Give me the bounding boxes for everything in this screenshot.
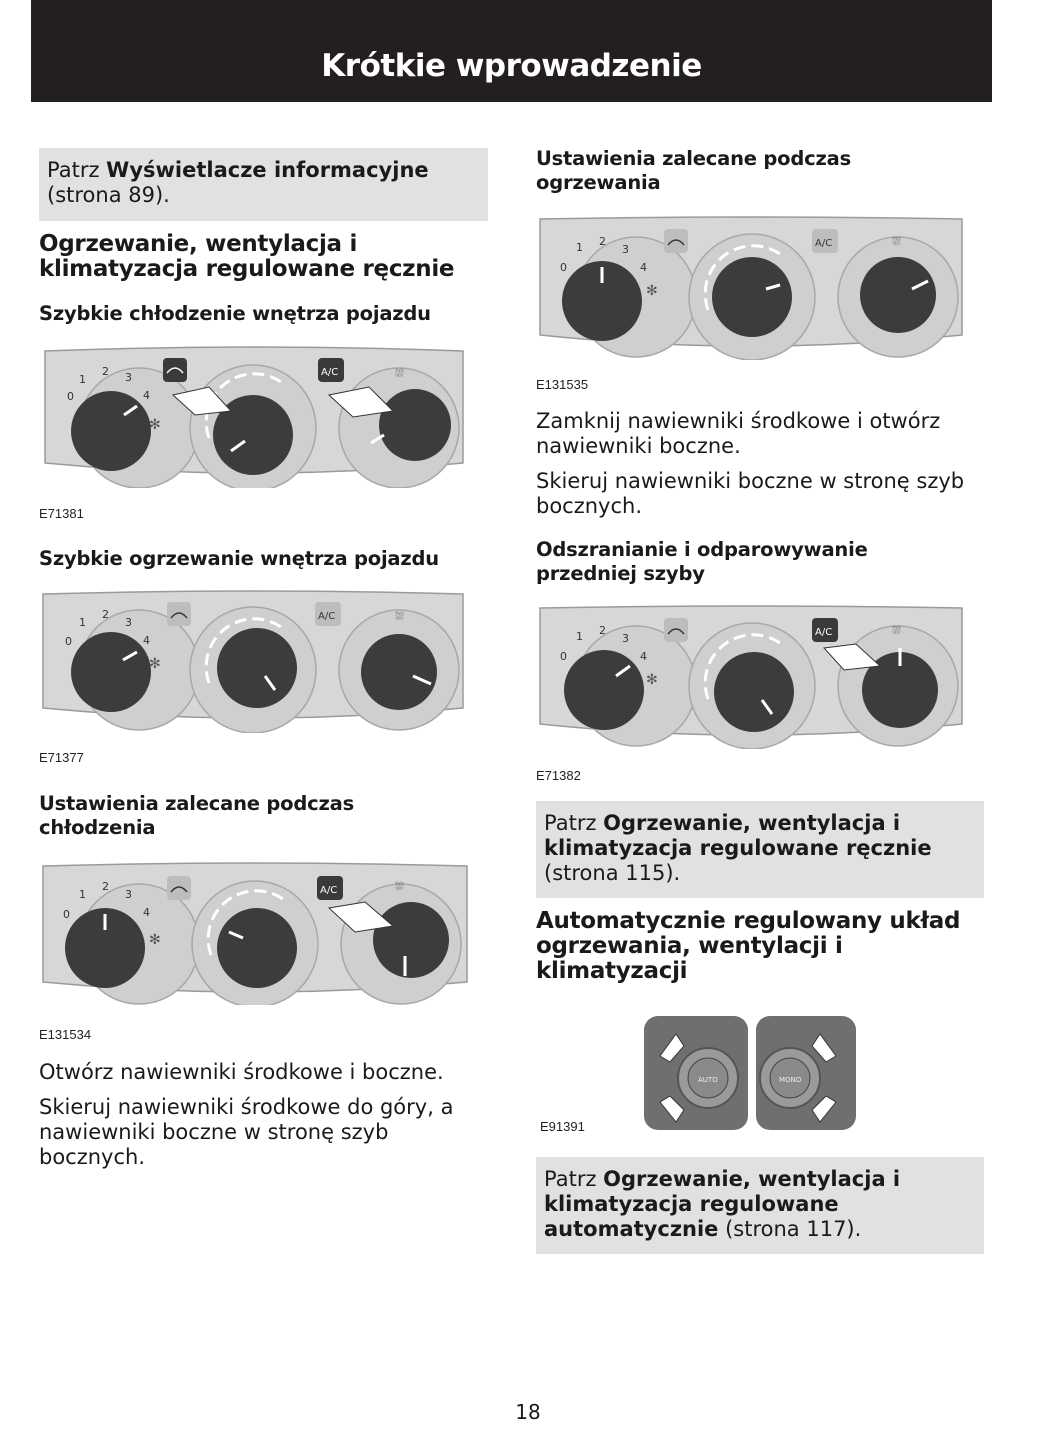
figure-fast-heating xyxy=(39,588,467,737)
note-suffix: (strona 89). xyxy=(47,183,170,207)
fan-speed-4: 4 xyxy=(143,634,150,647)
fan-icon: ✻ xyxy=(646,672,658,688)
subheading-cooling-settings: Ustawienia zalecane podczas chłodzenia xyxy=(39,792,354,839)
fan-speed-1: 1 xyxy=(79,616,86,629)
fan-icon: ✻ xyxy=(646,283,658,299)
note-display-reference xyxy=(39,148,488,221)
fan-speed-3: 3 xyxy=(622,243,629,256)
note-automatic-reference xyxy=(536,1157,984,1254)
figure-heating-settings xyxy=(536,215,966,364)
fan-speed-0: 0 xyxy=(560,650,567,663)
fan-icon: ✻ xyxy=(149,932,161,948)
recirculation-button[interactable] xyxy=(664,229,688,253)
figure-code-3: E131534 xyxy=(39,1027,92,1042)
air-distribution-knob[interactable] xyxy=(860,257,936,333)
ac-label: A/C xyxy=(318,611,336,622)
fan-speed-4: 4 xyxy=(143,389,150,402)
fan-speed-4: 4 xyxy=(143,906,150,919)
recirculation-button[interactable] xyxy=(163,358,187,382)
paragraph-direct-vents: Skieruj nawiewniki środkowe do góry, a nawiewniki boczne w stronę szyb bocznych. xyxy=(39,1095,454,1169)
climate-panel-figure xyxy=(39,860,469,1005)
ac-label: A/C xyxy=(815,627,833,638)
defrost-icon: ⛆ xyxy=(395,880,404,893)
recirculation-button[interactable] xyxy=(664,618,688,642)
temperature-knob[interactable] xyxy=(712,257,792,337)
fan-speed-knob[interactable] xyxy=(71,391,151,471)
fan-speed-knob[interactable] xyxy=(71,632,151,712)
mono-label: MONO xyxy=(779,1076,802,1084)
fan-speed-2: 2 xyxy=(102,880,109,893)
air-distribution-knob[interactable] xyxy=(373,902,449,978)
climate-panel-figure xyxy=(536,604,966,749)
fan-speed-1: 1 xyxy=(576,241,583,254)
fan-speed-1: 1 xyxy=(79,888,86,901)
figure-cooling-settings xyxy=(39,860,469,1009)
figure-code-2: E71377 xyxy=(39,750,84,765)
section-title-manual: Ogrzewanie, wentylacja i klimatyzacja regulowane ręcznie xyxy=(39,231,455,282)
note-link-bold[interactable]: Wyświetlacze informacyjne xyxy=(106,158,429,182)
note-suffix: (strona 117). xyxy=(718,1217,862,1241)
figure-code-1: E71381 xyxy=(39,506,84,521)
fan-speed-3: 3 xyxy=(125,616,132,629)
defrost-icon: ⛆ xyxy=(892,235,901,248)
note-manual-reference xyxy=(536,801,984,898)
fan-speed-2: 2 xyxy=(599,624,606,637)
paragraph-close-center-vents: Zamknij nawiewniki środkowe i otwórz nawiewniki boczne. xyxy=(536,409,941,458)
fan-speed-4: 4 xyxy=(640,650,647,663)
figure-automatic-controls xyxy=(640,1012,858,1138)
note-link-bold[interactable]: Ogrzewanie, wentylacja i klimatyzacja regulowane ręcznie xyxy=(544,811,932,860)
fan-speed-knob[interactable] xyxy=(564,650,644,730)
defrost-icon: ⛆ xyxy=(395,610,404,623)
page-header xyxy=(31,0,992,102)
subheading-fast-cooling: Szybkie chłodzenie wnętrza pojazdu xyxy=(39,302,431,325)
left-column xyxy=(39,148,488,221)
section-title-automatic: Automatycznie regulowany układ ogrzewania, wentylacji i klimatyzacji xyxy=(536,908,961,984)
fan-icon: ✻ xyxy=(149,417,161,433)
fan-speed-0: 0 xyxy=(63,908,70,921)
note-prefix: Patrz xyxy=(544,1167,604,1191)
note-prefix: Patrz xyxy=(47,158,107,182)
figure-fast-cooling xyxy=(39,343,467,492)
subheading-heating-settings: Ustawienia zalecane podczas ogrzewania xyxy=(536,147,851,194)
auto-panel-figure xyxy=(640,1012,858,1134)
fan-speed-3: 3 xyxy=(622,632,629,645)
temperature-knob[interactable] xyxy=(217,628,297,708)
fan-speed-2: 2 xyxy=(102,608,109,621)
recirculation-button[interactable] xyxy=(167,876,191,900)
page-title: Krótkie wprowadzenie xyxy=(321,48,702,84)
fan-speed-0: 0 xyxy=(65,635,72,648)
figure-defrost xyxy=(536,604,966,753)
fan-speed-2: 2 xyxy=(102,365,109,378)
recirculation-button[interactable] xyxy=(167,602,191,626)
fan-speed-3: 3 xyxy=(125,371,132,384)
paragraph-open-vents: Otwórz nawiewniki środkowe i boczne. xyxy=(39,1060,444,1084)
climate-panel-figure xyxy=(39,343,467,488)
figure-code-r3: E91391 xyxy=(540,1119,585,1134)
fan-icon: ✻ xyxy=(149,656,161,672)
note-prefix: Patrz xyxy=(544,811,604,835)
subheading-defrost: Odszranianie i odparowywanie przedniej szyby xyxy=(536,538,868,585)
fan-speed-2: 2 xyxy=(599,235,606,248)
ac-label: A/C xyxy=(321,367,339,378)
climate-panel-figure xyxy=(536,215,966,360)
paragraph-direct-side-vents: Skieruj nawiewniki boczne w stronę szyb bocznych. xyxy=(536,469,965,518)
air-distribution-knob[interactable] xyxy=(379,389,451,461)
air-distribution-knob[interactable] xyxy=(361,634,437,710)
auto-label: AUTO xyxy=(698,1076,718,1084)
fan-speed-1: 1 xyxy=(576,630,583,643)
fan-speed-0: 0 xyxy=(560,261,567,274)
temperature-knob[interactable] xyxy=(714,652,794,732)
fan-speed-4: 4 xyxy=(640,261,647,274)
ac-label: A/C xyxy=(320,885,338,896)
figure-code-r2: E71382 xyxy=(536,768,581,783)
note-suffix: (strona 115). xyxy=(544,861,681,885)
note-link-bold[interactable]: Ogrzewanie, wentylacja i klimatyzacja regulowane automatycznie xyxy=(544,1167,901,1241)
defrost-icon: ⛆ xyxy=(395,367,404,380)
subheading-fast-heating: Szybkie ogrzewanie wnętrza pojazdu xyxy=(39,547,439,570)
defrost-icon: ⛆ xyxy=(892,624,901,637)
temperature-knob[interactable] xyxy=(217,908,297,988)
fan-speed-0: 0 xyxy=(67,390,74,403)
figure-code-r1: E131535 xyxy=(536,377,589,392)
climate-panel-figure xyxy=(39,588,467,733)
fan-speed-1: 1 xyxy=(79,373,86,386)
fan-speed-3: 3 xyxy=(125,888,132,901)
page-number: 18 xyxy=(515,1400,541,1424)
ac-label: A/C xyxy=(815,238,833,249)
